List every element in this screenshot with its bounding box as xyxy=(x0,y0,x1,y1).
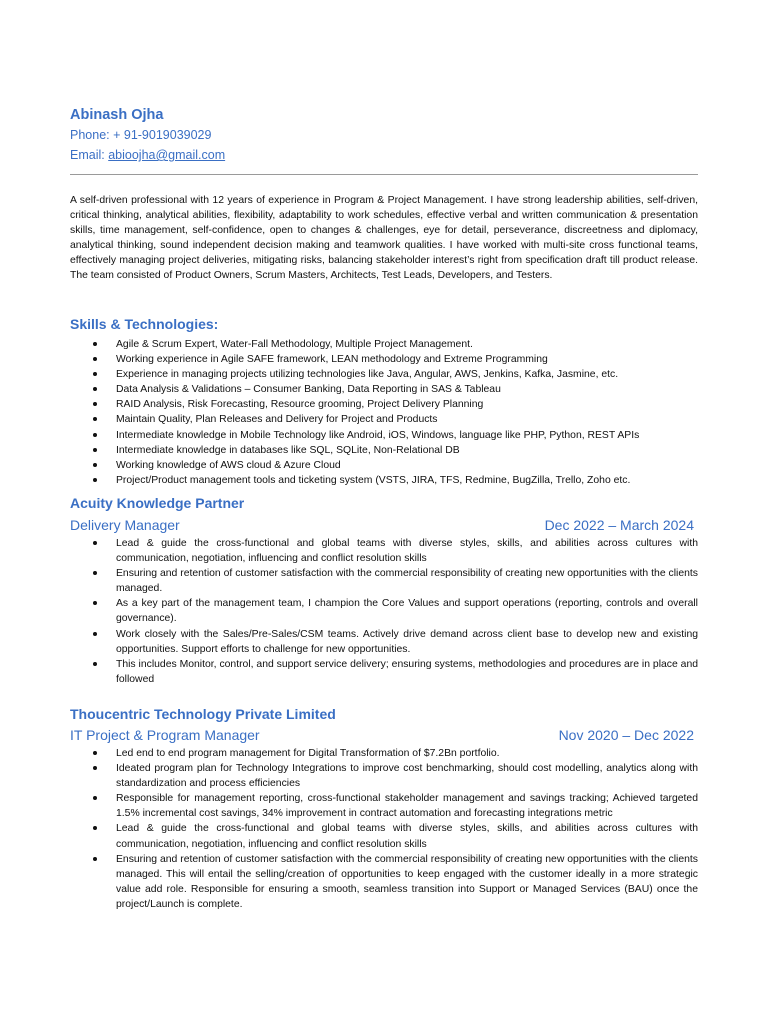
skill-item: Intermediate knowledge in databases like SQL, SQLite, Non-Relational DB xyxy=(70,443,698,458)
skill-item: Project/Product management tools and ticketing system (VSTS, JIRA, TFS, Redmine, BugZilla, Trello, Zoho etc. xyxy=(70,473,698,488)
job-bullet: Responsible for management reporting, cross-functional stakeholder management and savings tracking; Achieved targeted 1.5% incremental cost savings, 34% improvement in contract automation and forecasting integrations metric xyxy=(70,791,698,821)
job-bullet: This includes Monitor, control, and support service delivery; ensuring systems, methodologies and procedures are in place and followed xyxy=(70,657,698,687)
email-line xyxy=(70,148,225,162)
phone-number: Phone: + 91-9019039029 xyxy=(70,128,212,142)
role-title: Delivery Manager xyxy=(70,517,180,533)
skill-item: Intermediate knowledge in Mobile Technology like Android, iOS, Windows, language like PHP, Python, REST APIs xyxy=(70,428,698,443)
company-name: Acuity Knowledge Partner xyxy=(70,495,245,511)
skill-item: Experience in managing projects utilizing technologies like Java, Angular, AWS, Jenkins, Kafka, Jasmine, etc. xyxy=(70,367,698,382)
skill-item: Working experience in Agile SAFE framework, LEAN methodology and Extreme Programming xyxy=(70,352,698,367)
job-bullet: Lead & guide the cross-functional and global teams with diverse styles, skills, and abilities across cultures with communication, negotiation, influencing and conflict resolution skills xyxy=(70,536,698,566)
candidate-name: Abinash Ojha xyxy=(70,107,164,123)
email-label: Email: xyxy=(70,148,109,162)
job-bullet: Ensuring and retention of customer satisfaction with the commercial responsibility of creating new opportunities with the clients managed. xyxy=(70,566,698,596)
skill-item: Data Analysis & Validations – Consumer Banking, Data Reporting in SAS & Tableau xyxy=(70,382,698,397)
company-name: Thoucentric Technology Private Limited xyxy=(70,706,336,722)
job-bullet: Led end to end program management for Digital Transformation of $7.2Bn portfolio. xyxy=(70,746,698,761)
skills-heading: Skills & Technologies: xyxy=(70,316,219,332)
skill-item: Working knowledge of AWS cloud & Azure Cloud xyxy=(70,458,698,473)
job-bullet: As a key part of the management team, I champion the Core Values and support operations (reporting, controls and overall governance). xyxy=(70,596,698,626)
role-dates: Dec 2022 – March 2024 xyxy=(544,517,694,533)
role-title: IT Project & Program Manager xyxy=(70,727,260,743)
skill-item: Agile & Scrum Expert, Water-Fall Methodology, Multiple Project Management. xyxy=(70,337,698,352)
job-bullet: Ideated program plan for Technology Integrations to improve cost benchmarking, should cost modelling, analytics along with standardization and process efficiencies xyxy=(70,761,698,791)
email-link[interactable]: abioojha@gmail.com xyxy=(108,148,226,162)
job-bullet: Ensuring and retention of customer satisfaction with the commercial responsibility of creating new opportunities with the clients managed. This will entail the selling/creation of opportunities to keep engaged with the customer ideally in a more strategic value add role. Responsible for ensuring a smooth, seamless transition into Support or Managed Services (BAU) once the project/Launch is complete. xyxy=(70,852,698,912)
role-dates: Nov 2020 – Dec 2022 xyxy=(558,727,694,743)
skill-item: RAID Analysis, Risk Forecasting, Resource grooming, Project Delivery Planning xyxy=(70,397,698,412)
skill-item: Maintain Quality, Plan Releases and Delivery for Project and Products xyxy=(70,412,698,427)
job-bullets xyxy=(70,536,698,687)
job-bullets xyxy=(70,746,698,912)
job-bullet: Work closely with the Sales/Pre-Sales/CSM teams. Actively drive demand across client base to develop new and existing opportunities. Support efforts to challenge for new opportunities. xyxy=(70,627,698,657)
job-bullet: Lead & guide the cross-functional and global teams with diverse styles, skills, and abilities across cultures with communication, negotiation, influencing and conflict resolution skills xyxy=(70,821,698,851)
header-divider xyxy=(70,174,698,175)
skills-list xyxy=(70,337,698,488)
professional-summary: A self-driven professional with 12 years of experience in Program & Project Management. I have strong leadership abilities, self-driven, critical thinking, analytical abilities, flexibility, adaptability to work schedules, effective verbal and written communication & presentation skills, time management, self-confidence, open to changes & challenges, eye for detail, perseverance, discreetness and diplomacy, analytical thinking, sound independent decision making and teamwork qualities. I have worked with multi-site cross functional teams, effectively managing project deliveries, mitigating risks, balancing stakeholder interest’s right from specification draft till product release. The team consisted of Product Owners, Scrum Masters, Architects, Test Leads, Developers, and Testers. xyxy=(70,195,698,282)
